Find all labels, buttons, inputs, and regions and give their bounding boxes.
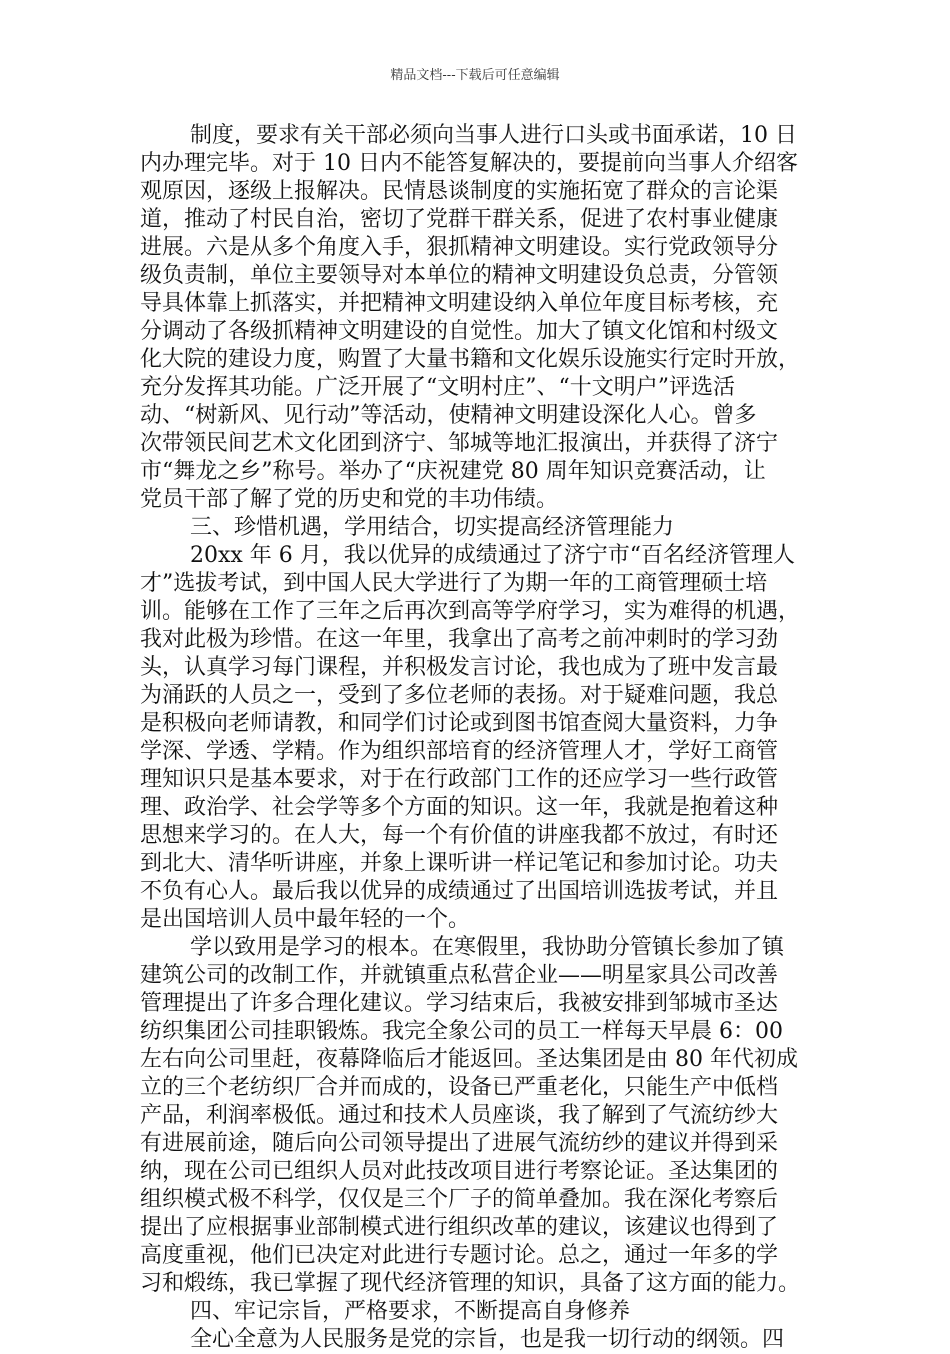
text-line: 习和煅练，我已掌握了现代经济管理的知识，具备了这方面的能力。 (140, 1271, 801, 1296)
text-line: 纳，现在公司已组织人员对此技改项目进行考察论证。圣达集团的 (140, 1159, 779, 1184)
text-line: 建筑公司的改制工作，并就镇重点私营企业——明星家具公司改善 (140, 963, 779, 988)
text-line: 三、珍惜机遇，学用结合，切实提高经济管理能力 (190, 515, 675, 540)
text-line: 党员干部了解了党的历史和党的丰功伟绩。 (140, 487, 559, 512)
text-line: 学深、学透、学精。作为组织部培育的经济管理人才，学好工商管 (140, 739, 779, 764)
text-line: 管理提出了许多合理化建议。学习结束后，我被安排到邹城市圣达 (140, 991, 779, 1016)
text-line: 训。能够在工作了三年之后再次到高等学府学习，实为难得的机遇， (140, 599, 801, 624)
text-line: 化大院的建设力度，购置了大量书籍和文化娱乐设施实行定时开放， (140, 347, 801, 372)
text-line: 次带领民间艺术文化团到济宁、邹城等地汇报演出，并获得了济宁 (140, 431, 779, 456)
text-line: 立的三个老纺织厂合并而成的，设备已严重老化，只能生产中低档 (140, 1075, 779, 1100)
text-line: 组织模式极不科学，仅仅是三个厂子的简单叠加。我在深化考察后 (140, 1187, 779, 1212)
text-line: 头，认真学习每门课程，并积极发言讨论，我也成为了班中发言最 (140, 655, 779, 680)
text-line: 不负有心人。最后我以优异的成绩通过了出国培训选拔考试，并且 (140, 879, 779, 904)
text-line: 有进展前途，随后向公司领导提出了进展气流纺纱的建议并得到采 (140, 1131, 779, 1156)
text-line: 是积极向老师请教，和同学们讨论或到图书馆查阅大量资料，力争 (140, 711, 779, 736)
text-line: 才”选拔考试，到中国人民大学进行了为期一年的工商管理硕士培 (140, 571, 768, 596)
text-line: 导具体靠上抓落实，并把精神文明建设纳入单位年度目标考核，充 (140, 291, 779, 316)
page-header: 精品文档---下载后可任意编辑 (390, 68, 560, 83)
text-line: 20xx 年 6 月，我以优异的成绩通过了济宁市“百名经济管理人 (190, 543, 796, 568)
text-line: 我对此极为珍惜。在这一年里，我拿出了高考之前冲刺时的学习劲 (140, 627, 779, 652)
text-line: 市“舞龙之乡”称号。举办了“庆祝建党 80 周年知识竞赛活动，让 (140, 459, 766, 484)
text-line: 内办理完毕。对于 10 日内不能答复解决的，要提前向当事人介绍客 (140, 151, 798, 176)
text-line: 产品，利润率极低。通过和技术人员座谈，我了解到了气流纺纱大 (140, 1103, 779, 1128)
text-line: 思想来学习的。在人大，每一个有价值的讲座我都不放过，有时还 (140, 823, 779, 848)
text-line: 高度重视，他们已决定对此进行专题讨论。总之，通过一年多的学 (140, 1243, 779, 1268)
text-line: 纺织集团公司挂职锻炼。我完全象公司的员工一样每天早晨 6：00 (140, 1019, 783, 1044)
text-line: 为涌跃的人员之一，受到了多位老师的表扬。对于疑难问题，我总 (140, 683, 779, 708)
text-line: 道，推动了村民自治，密切了党群干群关系，促进了农村事业健康 (140, 207, 779, 232)
text-line: 理、政治学、社会学等多个方面的知识。这一年，我就是抱着这种 (140, 795, 779, 820)
text-line: 四、牢记宗旨，严格要求，不断提高自身修养 (190, 1299, 631, 1324)
text-line: 提出了应根据事业部制模式进行组织改革的建议，该建议也得到了 (140, 1215, 779, 1240)
text-line: 全心全意为人民服务是党的宗旨，也是我一切行动的纲领。四 (190, 1327, 785, 1352)
text-line: 分调动了各级抓精神文明建设的自觉性。加大了镇文化馆和村级文 (140, 319, 779, 344)
text-line: 理知识只是基本要求，对于在行政部门工作的还应学习一些行政管 (140, 767, 779, 792)
text-line: 学以致用是学习的根本。在寒假里，我协助分管镇长参加了镇 (190, 935, 785, 960)
text-line: 左右向公司里赶，夜幕降临后才能返回。圣达集团是由 80 年代初成 (140, 1047, 798, 1072)
text-line: 观原因，逐级上报解决。民情恳谈制度的实施拓宽了群众的言论渠 (140, 179, 779, 204)
text-line: 是出国培训人员中最年轻的一个。 (140, 907, 471, 932)
text-line: 制度，要求有关干部必须向当事人进行口头或书面承诺，10 日 (190, 123, 797, 148)
text-line: 到北大、清华听讲座，并象上课听讲一样记笔记和参加讨论。功夫 (140, 851, 779, 876)
text-line: 进展。六是从多个角度入手，狠抓精神文明建设。实行党政领导分 (140, 235, 779, 260)
text-line: 充分发挥其功能。广泛开展了“文明村庄”、“十文明户”评选活 (140, 375, 735, 400)
text-line: 级负责制，单位主要领导对本单位的精神文明建设负总责，分管领 (140, 263, 779, 288)
document-body (140, 122, 816, 1354)
text-line: 动、“树新风、见行动”等活动，使精神文明建设深化人心。曾多 (140, 403, 757, 428)
